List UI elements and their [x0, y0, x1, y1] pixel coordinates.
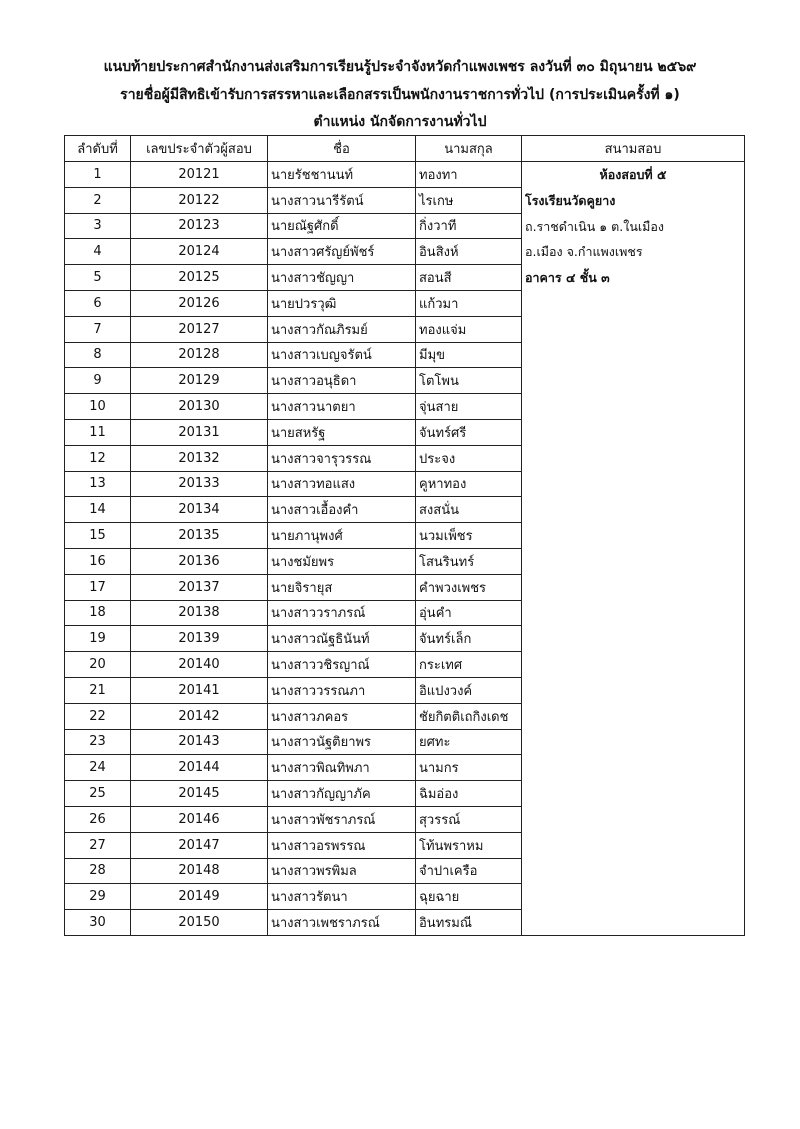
cell-last-name: โสนรินทร์: [416, 548, 522, 574]
cell-exam-id: 20135: [131, 523, 268, 549]
cell-last-name: จันทร์ศรี: [416, 419, 522, 445]
cell-first-name: นางสาวอรพรรณ: [268, 832, 416, 858]
cell-no: 16: [65, 548, 131, 574]
cell-last-name: แก้วมา: [416, 290, 522, 316]
cell-no: 4: [65, 239, 131, 265]
cell-first-name: นางสาวจารุวรรณ: [268, 445, 416, 471]
cell-last-name: โท้นพราหม: [416, 832, 522, 858]
cell-exam-id: 20140: [131, 652, 268, 678]
exam-room: ห้องสอบที่ ๕: [599, 167, 667, 182]
table-row: [65, 162, 745, 188]
exam-building: อาคาร ๔ ชั้น ๓: [525, 270, 610, 286]
cell-exam-id: 20138: [131, 600, 268, 626]
cell-exam-id: 20142: [131, 703, 268, 729]
cell-first-name: นางสาวภคอร: [268, 703, 416, 729]
cell-first-name: นางสาวกัญญาภัค: [268, 781, 416, 807]
cell-exam-id: 20133: [131, 471, 268, 497]
cell-exam-id: 20121: [131, 162, 268, 188]
exam-address-line1: ถ.ราชดำเนิน ๑ ต.ในเมือง: [525, 218, 665, 234]
cell-exam-id: 20148: [131, 858, 268, 884]
cell-first-name: นางสาวศรัญย์พัชร์: [268, 239, 416, 265]
cell-no: 17: [65, 574, 131, 600]
cell-no: 22: [65, 703, 131, 729]
cell-last-name: อุ่นคำ: [416, 600, 522, 626]
cell-no: 9: [65, 368, 131, 394]
cell-first-name: นางสาววราภรณ์: [268, 600, 416, 626]
cell-first-name: นางสาวพัชราภรณ์: [268, 806, 416, 832]
cell-no: 19: [65, 626, 131, 652]
header-exam-id: เลขประจำตัวผู้สอบ: [131, 136, 268, 162]
cell-exam-id: 20136: [131, 548, 268, 574]
cell-last-name: ประจง: [416, 445, 522, 471]
cell-last-name: ทองแจ่ม: [416, 316, 522, 342]
cell-no: 29: [65, 884, 131, 910]
document-title-line1: แนบท้ายประกาศสำนักงานส่งเสริมการเรียนรู้ประจำจังหวัดกำแพงเพชร ลงวันที่ ๓๐ มิถุนายน ๒๕๖๙: [103, 59, 697, 75]
cell-first-name: นายจิรายุส: [268, 574, 416, 600]
cell-last-name: มีมุข: [416, 342, 522, 368]
cell-first-name: นายรัชชานนท์: [268, 162, 416, 188]
cell-first-name: นายภานุพงศ์: [268, 523, 416, 549]
cell-no: 13: [65, 471, 131, 497]
cell-first-name: นายปวรวุฒิ: [268, 290, 416, 316]
cell-no: 28: [65, 858, 131, 884]
cell-exam-id: 20130: [131, 394, 268, 420]
cell-exam-id: 20124: [131, 239, 268, 265]
cell-last-name: ไรเกษ: [416, 187, 522, 213]
cell-no: 20: [65, 652, 131, 678]
cell-first-name: นางชมัยพร: [268, 548, 416, 574]
cell-last-name: นวมเพ็ชร: [416, 523, 522, 549]
cell-exam-id: 20122: [131, 187, 268, 213]
table-header-row: [65, 136, 745, 162]
cell-first-name: นางสาวนาตยา: [268, 394, 416, 420]
exam-school: โรงเรียนวัดคูยาง: [525, 192, 616, 208]
cell-no: 18: [65, 600, 131, 626]
header-exam-site: สนามสอบ: [522, 136, 745, 162]
cell-no: 30: [65, 910, 131, 936]
cell-last-name: อิแปงวงค์: [416, 677, 522, 703]
cell-no: 15: [65, 523, 131, 549]
cell-last-name: อินสิงห์: [416, 239, 522, 265]
cell-last-name: จำปาเครือ: [416, 858, 522, 884]
cell-exam-id: 20131: [131, 419, 268, 445]
cell-last-name: กิ่งวาที: [416, 213, 522, 239]
cell-exam-id: 20125: [131, 265, 268, 291]
cell-last-name: กระเทศ: [416, 652, 522, 678]
cell-no: 6: [65, 290, 131, 316]
candidate-table: [64, 135, 745, 936]
cell-last-name: ชัยกิตติเถกิงเดช: [416, 703, 522, 729]
cell-last-name: อินทรมณี: [416, 910, 522, 936]
cell-exam-id: 20127: [131, 316, 268, 342]
cell-exam-id: 20149: [131, 884, 268, 910]
cell-first-name: นางสาวรัตนา: [268, 884, 416, 910]
cell-no: 1: [65, 162, 131, 188]
cell-exam-id: 20147: [131, 832, 268, 858]
header-no: ลำดับที่: [65, 136, 131, 162]
cell-no: 10: [65, 394, 131, 420]
cell-first-name: นางสาววรรณภา: [268, 677, 416, 703]
cell-exam-id: 20137: [131, 574, 268, 600]
cell-no: 26: [65, 806, 131, 832]
cell-first-name: นางสาวนารีรัตน์: [268, 187, 416, 213]
cell-last-name: จันทร์เล็ก: [416, 626, 522, 652]
table-body: [65, 162, 745, 936]
cell-exam-id: 20126: [131, 290, 268, 316]
cell-first-name: นางสาวกัณภิรมย์: [268, 316, 416, 342]
cell-last-name: ยศทะ: [416, 729, 522, 755]
cell-first-name: นางสาวเอื้องคำ: [268, 497, 416, 523]
cell-last-name: สอนสี: [416, 265, 522, 291]
cell-exam-id: 20146: [131, 806, 268, 832]
cell-last-name: จุ่นสาย: [416, 394, 522, 420]
cell-no: 27: [65, 832, 131, 858]
cell-last-name: นามกร: [416, 755, 522, 781]
cell-no: 21: [65, 677, 131, 703]
cell-last-name: โตโพน: [416, 368, 522, 394]
cell-last-name: คูหาทอง: [416, 471, 522, 497]
cell-first-name: นางสาวทอแสง: [268, 471, 416, 497]
header-first-name: ชื่อ: [268, 136, 416, 162]
cell-exam-id: 20123: [131, 213, 268, 239]
exam-site-cell: [522, 162, 745, 936]
cell-first-name: นางสาววชิรญาณ์: [268, 652, 416, 678]
cell-exam-id: 20150: [131, 910, 268, 936]
cell-exam-id: 20141: [131, 677, 268, 703]
cell-exam-id: 20144: [131, 755, 268, 781]
cell-first-name: นางสาวพรพิมล: [268, 858, 416, 884]
cell-last-name: สุวรรณ์: [416, 806, 522, 832]
cell-no: 2: [65, 187, 131, 213]
cell-first-name: นายณัฐศักดิ์: [268, 213, 416, 239]
cell-no: 7: [65, 316, 131, 342]
cell-last-name: คำพวงเพชร: [416, 574, 522, 600]
cell-no: 12: [65, 445, 131, 471]
cell-last-name: ฉุยฉาย: [416, 884, 522, 910]
cell-no: 24: [65, 755, 131, 781]
header-last-name: นามสกุล: [416, 136, 522, 162]
cell-first-name: นางสาวพิณทิพภา: [268, 755, 416, 781]
cell-first-name: นางสาวนัฐติยาพร: [268, 729, 416, 755]
cell-first-name: นางสาวชัญญา: [268, 265, 416, 291]
cell-exam-id: 20134: [131, 497, 268, 523]
cell-exam-id: 20132: [131, 445, 268, 471]
cell-first-name: นางสาวเพชราภรณ์: [268, 910, 416, 936]
cell-no: 25: [65, 781, 131, 807]
cell-exam-id: 20139: [131, 626, 268, 652]
cell-last-name: ทองทา: [416, 162, 522, 188]
cell-first-name: นางสาวเบญจรัตน์: [268, 342, 416, 368]
cell-no: 23: [65, 729, 131, 755]
cell-exam-id: 20145: [131, 781, 268, 807]
document-title-line2: รายชื่อผู้มีสิทธิเข้ารับการสรรหาและเลือกสรรเป็นพนักงานราชการทั่วไป (การประเมินครั้งที่ ๑): [120, 87, 680, 103]
cell-first-name: นางสาวณัฐธินันท์: [268, 626, 416, 652]
cell-last-name: ฉิมอ่อง: [416, 781, 522, 807]
position-title: ตำแหน่ง นักจัดการงานทั่วไป: [313, 114, 487, 130]
cell-exam-id: 20129: [131, 368, 268, 394]
cell-first-name: นางสาวอนุธิดา: [268, 368, 416, 394]
cell-no: 5: [65, 265, 131, 291]
cell-no: 3: [65, 213, 131, 239]
cell-first-name: นายสหรัฐ: [268, 419, 416, 445]
cell-no: 8: [65, 342, 131, 368]
cell-exam-id: 20143: [131, 729, 268, 755]
cell-exam-id: 20128: [131, 342, 268, 368]
cell-last-name: สงสนั่น: [416, 497, 522, 523]
cell-no: 14: [65, 497, 131, 523]
exam-address-line2: อ.เมือง จ.กำแพงเพชร: [525, 244, 643, 260]
cell-no: 11: [65, 419, 131, 445]
